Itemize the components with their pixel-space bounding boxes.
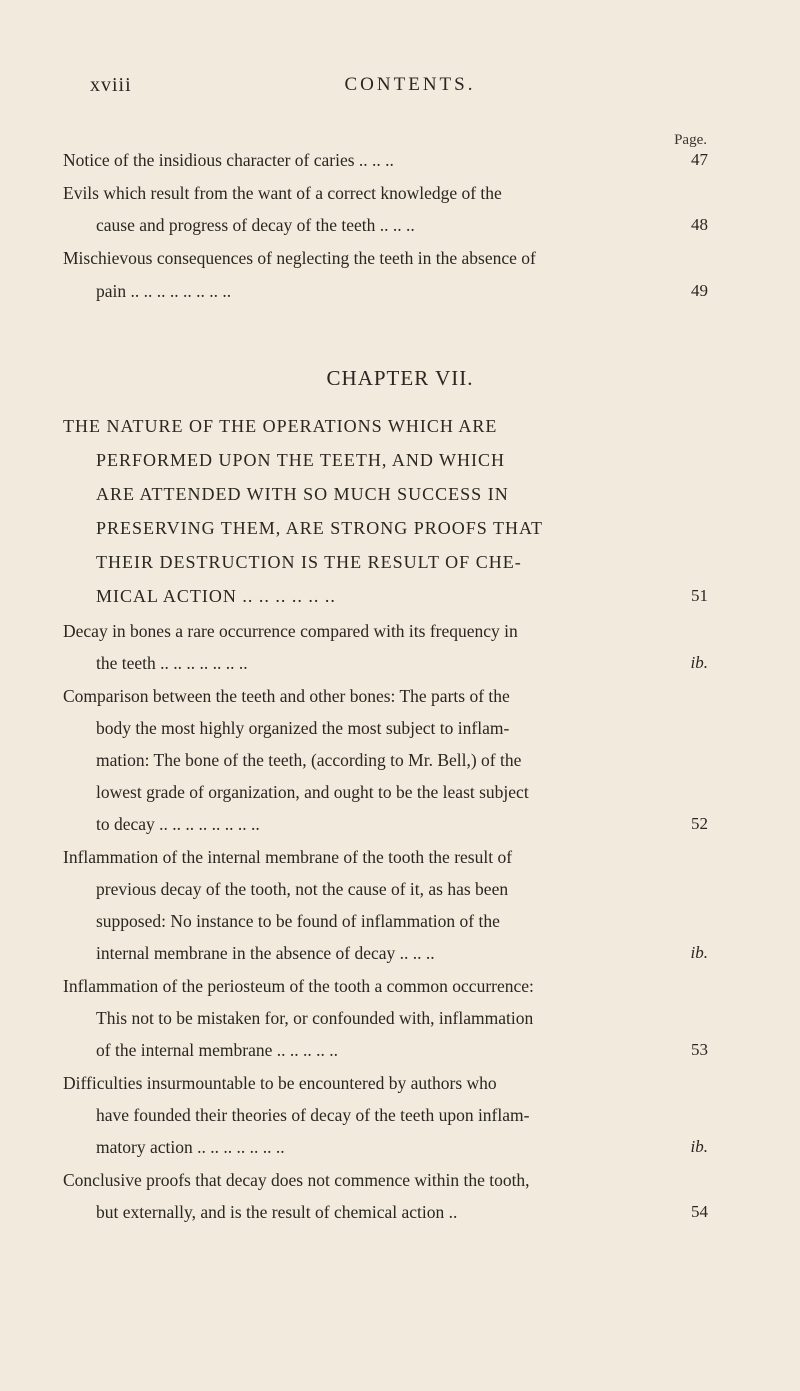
chapter-title-line: MICAL ACTION .. .. .. .. .. .. <box>96 586 336 606</box>
entry-line: mation: The bone of the teeth, (according to Mr. Bell,) of the <box>96 750 522 770</box>
chapter-heading: CHAPTER VII. <box>326 366 474 390</box>
entry-line: matory action .. .. .. .. .. .. .. <box>96 1137 285 1157</box>
entry-line: of the internal membrane .. .. .. .. .. <box>96 1040 339 1060</box>
entry-line: but externally, and is the result of chemical action .. <box>96 1202 458 1222</box>
entry-page: ib. <box>690 1137 708 1156</box>
entry-line: Decay in bones a rare occurrence compared with its frequency in <box>63 621 518 641</box>
chapter-title-line: PERFORMED UPON THE TEETH, AND WHICH <box>96 450 506 470</box>
entry-page: 47 <box>691 150 708 169</box>
entry-line: to decay .. .. .. .. .. .. .. .. <box>96 814 260 834</box>
chapter-title-line: THEIR DESTRUCTION IS THE RESULT OF CHE- <box>96 552 522 572</box>
entry-line: Inflammation of the periosteum of the tooth a common occurrence: <box>63 976 534 996</box>
entry-page: 52 <box>691 814 708 833</box>
entry-line: cause and progress of decay of the teeth .. .. .. <box>96 215 415 235</box>
entry-page: 48 <box>691 215 708 234</box>
entry-line: the teeth .. .. .. .. .. .. .. <box>96 653 248 673</box>
running-header <box>90 74 730 104</box>
entry-page: ib. <box>690 943 708 962</box>
chapter-title-line: ARE ATTENDED WITH SO MUCH SUCCESS IN <box>96 484 509 504</box>
entry-line: Conclusive proofs that decay does not commence within the tooth, <box>63 1170 530 1190</box>
entry-line: supposed: No instance to be found of inflammation of the <box>96 911 500 931</box>
chapter-title-line: THE NATURE OF THE OPERATIONS WHICH ARE <box>63 416 498 436</box>
entry-line: internal membrane in the absence of decay .. .. .. <box>96 943 435 963</box>
chapter-title-page: 51 <box>691 586 708 605</box>
entry-page: 54 <box>691 1202 708 1221</box>
entry-line: Inflammation of the internal membrane of the tooth the result of <box>63 847 513 867</box>
entry-line: Mischievous consequences of neglecting the teeth in the absence of <box>63 248 536 268</box>
entry-line: body the most highly organized the most subject to inflam- <box>96 718 510 738</box>
entry-page: 49 <box>691 281 708 300</box>
entry-line: Evils which result from the want of a correct knowledge of the <box>63 183 502 203</box>
page-column-label: Page. <box>674 132 707 148</box>
entry-page: ib. <box>690 653 708 672</box>
entry-line: Notice of the insidious character of caries .. .. .. <box>63 150 394 170</box>
entry-line: Difficulties insurmountable to be encountered by authors who <box>63 1073 497 1093</box>
entry-line: previous decay of the tooth, not the cause of it, as has been <box>96 879 509 899</box>
entry-line: This not to be mistaken for, or confounded with, inflammation <box>96 1008 534 1028</box>
chapter-title-line: PRESERVING THEM, ARE STRONG PROOFS THAT <box>96 518 543 538</box>
entry-line: have founded their theories of decay of the teeth upon inflam- <box>96 1105 530 1125</box>
entry-line: Comparison between the teeth and other bones: The parts of the <box>63 686 510 706</box>
entry-page: 53 <box>691 1040 708 1059</box>
page-number: xviii <box>90 74 132 96</box>
entry-line: lowest grade of organization, and ought to be the least subject <box>96 782 529 802</box>
header-title: CONTENTS. <box>344 74 476 95</box>
entry-line: pain .. .. .. .. .. .. .. .. <box>96 281 232 301</box>
